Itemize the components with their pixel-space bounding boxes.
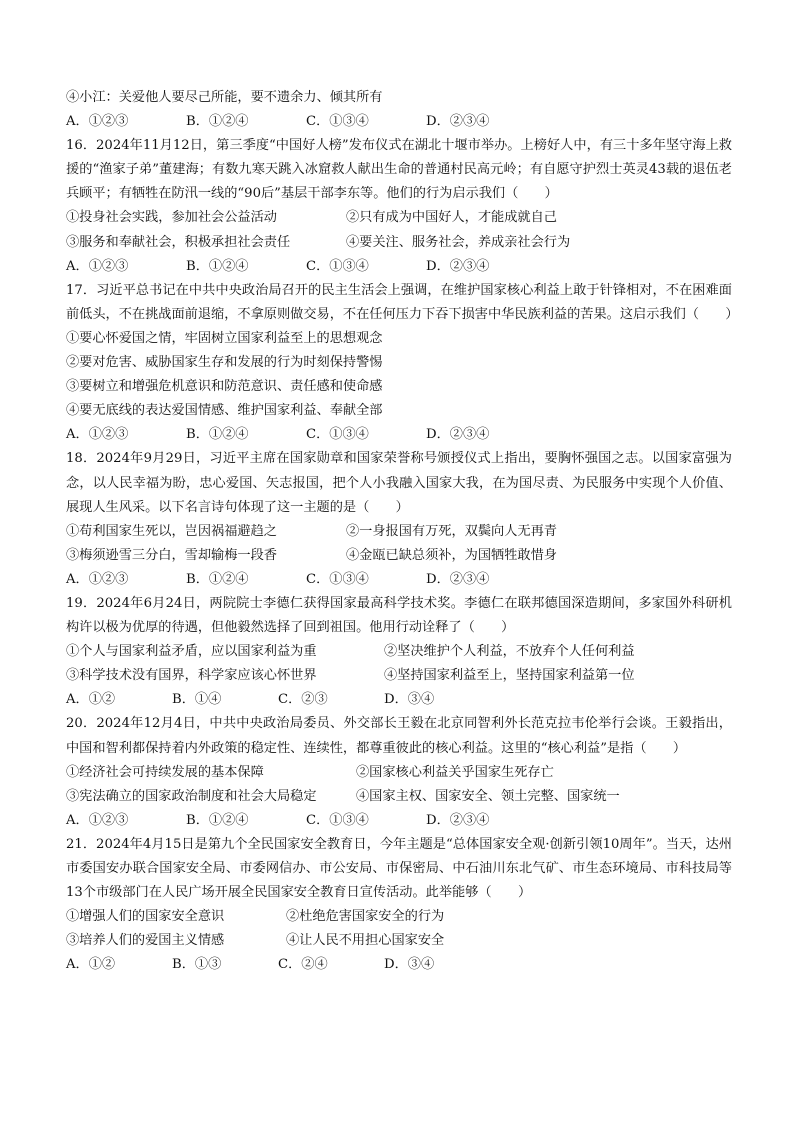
q17-stem: 17．习近平总书记在中共中央政治局召开的民主生活会上强调，在维护国家核心利益上敢于针锋相对，不在困难面前低头，不在挑战面前退缩，不拿原则做交易，不在任何压力下吞下损害中华民族利益的苦果。这启示我们（ ） (66, 282, 739, 322)
q16-items-row-1 (66, 206, 732, 230)
q18-answers (66, 568, 732, 592)
q16-answer-d[interactable]: D．②③④ (426, 258, 490, 274)
q16-answer-c[interactable]: C．①③④ (306, 258, 369, 274)
q17-item-4: ④要无底线的表达爱国情感、维护国家利益、奉献全部 (66, 403, 383, 419)
q21-item-2: ②杜绝危害国家安全的行为 (286, 909, 445, 925)
q20-items-row-1 (66, 761, 732, 785)
q15-answer-b[interactable]: B．①②④ (186, 114, 249, 130)
q20-item-1: ①经济社会可持续发展的基本保障 (66, 764, 264, 780)
q19-items-row-1 (66, 640, 732, 664)
q16-item-4: ④要关注、服务社会，养成亲社会行为 (346, 234, 571, 250)
q20-answers (66, 809, 732, 833)
q16-item-3: ③服务和奉献社会，积极承担社会责任 (66, 234, 291, 250)
q17-item-1: ①要心怀爱国之情，牢固树立国家利益至上的思想观念 (66, 330, 383, 346)
q19-answer-a[interactable]: A．①② (66, 692, 116, 708)
q18-item-1: ①苟利国家生死以，岂因祸福避趋之 (66, 523, 277, 539)
q19-item-1: ①个人与国家利益矛盾，应以国家利益为重 (66, 644, 317, 660)
q18-item-4: ④金瓯已缺总须补，为国牺牲敢惜身 (346, 547, 557, 563)
q18-item-3: ③梅须逊雪三分白，雪却输梅一段香 (66, 547, 277, 563)
q21-answer-d[interactable]: D．③④ (384, 957, 435, 973)
q15-answer-a[interactable]: A．①②③ (66, 114, 129, 130)
q17-item-3: ③要树立和增强危机意识和防范意识、责任感和使命感 (66, 379, 383, 395)
q18-stem: 18．2024年9月29日，习近平主席在国家勋章和国家荣誉称号颁授仪式上指出，要胸怀强国之志。以国家富强为念，以人民幸福为盼，忠心爱国、矢志报国，把个人小我融入国家大我，在为国尽责、为民服务中实现个人价值、展现人生风采。以下名言诗句体现了这一主题的是（ ） (66, 451, 732, 515)
q21-items-row-1 (66, 905, 732, 929)
q20-item-4: ④国家主权、国家安全、领土完整、国家统一 (356, 788, 620, 804)
q21-items-row-2 (66, 929, 732, 953)
q21-item-1: ①增强人们的国家安全意识 (66, 909, 225, 925)
q18-items-row-1 (66, 520, 732, 544)
q17-answer-a[interactable]: A．①②③ (66, 427, 129, 443)
q19-item-2: ②坚决维护个人利益，不放弃个人任何利益 (384, 644, 635, 660)
q16-item-2: ②只有成为中国好人，才能成就自己 (346, 210, 557, 226)
q21-answer-b[interactable]: B．①③ (172, 957, 222, 973)
q16-items-row-2 (66, 231, 732, 255)
q16-answer-b[interactable]: B．①②④ (186, 258, 249, 274)
q16-answers (66, 255, 732, 279)
q19-answer-b[interactable]: B．①④ (172, 692, 222, 708)
q20-items-row-2 (66, 785, 732, 809)
q16-item-1: ①投身社会实践，参加社会公益活动 (66, 210, 277, 226)
q20-answer-b[interactable]: B．①②④ (186, 812, 249, 828)
q19-stem: 19．2024年6月24日，两院院士李德仁获得国家最高科学技术奖。李德仁在联邦德国深造期间，多家国外科研机构许以极为优厚的待遇，但他毅然选择了回到祖国。他用行动诠释了（ ） (66, 595, 732, 636)
q17-item-2: ②要对危害、威胁国家生存和发展的行为时刻保持警惕 (66, 355, 383, 371)
q20-stem: 20．2024年12月4日，中共中央政治局委员、外交部长王毅在北京同智利外长范克拉韦伦举行会谈。王毅指出，中国和智利都保持着内外政策的稳定性、连续性，都尊重彼此的核心利益。这里的“核心利益”是指（ ） (66, 716, 732, 756)
q19-item-3: ③科学技术没有国界，科学家应该心怀世界 (66, 668, 317, 684)
q17-answer-b[interactable]: B．①②④ (186, 427, 249, 443)
q18-item-2: ②一身报国有万死，双鬓向人无再青 (346, 523, 557, 539)
q15-answer-d[interactable]: D．②③④ (426, 114, 490, 130)
q19-answers (66, 688, 732, 712)
q17-answer-c[interactable]: C．①③④ (306, 427, 369, 443)
q16-stem: 16．2024年11月12日，第三季度“中国好人榜”发布仪式在湖北十堰市举办。上榜好人中，有三十多年坚守海上救援的“渔家子弟”董建海；有数九寒天跳入冰窟救人献出生命的普通村民高元岭；有自愿守护烈士英灵43载的退伍老兵顾平；有牺牲在防汛一线的“90后”基层干部李东等。他们的行为启示我们（ ） (66, 138, 732, 202)
exam-page (66, 86, 739, 977)
q21-answer-c[interactable]: C．②④ (278, 957, 328, 973)
q21-answers (66, 953, 732, 977)
q20-answer-a[interactable]: A．①②③ (66, 812, 129, 828)
q18-answer-a[interactable]: A．①②③ (66, 571, 129, 587)
q18-items-row-2 (66, 544, 732, 568)
q21-item-3: ③培养人们的爱国主义情感 (66, 933, 225, 949)
q19-answer-c[interactable]: C．②③ (278, 692, 328, 708)
q18-answer-c[interactable]: C．①③④ (306, 571, 369, 587)
q20-item-3: ③宪法确立的国家政治制度和社会大局稳定 (66, 788, 317, 804)
q15-item-4: ④小江：关爱他人要尽己所能，要不遗余力、倾其所有 (66, 90, 383, 105)
q20-answer-c[interactable]: C．①③④ (306, 812, 369, 828)
q19-items-row-2 (66, 664, 732, 688)
q18-answer-d[interactable]: D．②③④ (426, 571, 490, 587)
q18-answer-b[interactable]: B．①②④ (186, 571, 249, 587)
q20-item-2: ②国家核心利益关乎国家生死存亡 (356, 764, 554, 780)
q21-answer-a[interactable]: A．①② (66, 957, 116, 973)
q19-answer-d[interactable]: D．③④ (384, 692, 435, 708)
q20-answer-d[interactable]: D．②③④ (426, 812, 490, 828)
q21-stem: 21．2024年4月15日是第九个全民国家安全教育日，今年主题是“总体国家安全观·创新引领10周年”。当天，达州市委国安办联合国家安全局、市委网信办、市公安局、市保密局、中石油川东北气矿、市生态环境局、市科技局等13个市级部门在人民广场开展全民国家安全教育日宣传活动。此举能够（ ） (66, 836, 732, 901)
q16-answer-a[interactable]: A．①②③ (66, 258, 129, 274)
q17-answers (66, 423, 732, 447)
q15-answer-c[interactable]: C．①③④ (306, 114, 369, 130)
q17-answer-d[interactable]: D．②③④ (426, 427, 490, 443)
q19-item-4: ④坚持国家利益至上，坚持国家利益第一位 (384, 668, 635, 684)
q21-item-4: ④让人民不用担心国家安全 (286, 933, 445, 949)
q15-answers (66, 110, 732, 134)
